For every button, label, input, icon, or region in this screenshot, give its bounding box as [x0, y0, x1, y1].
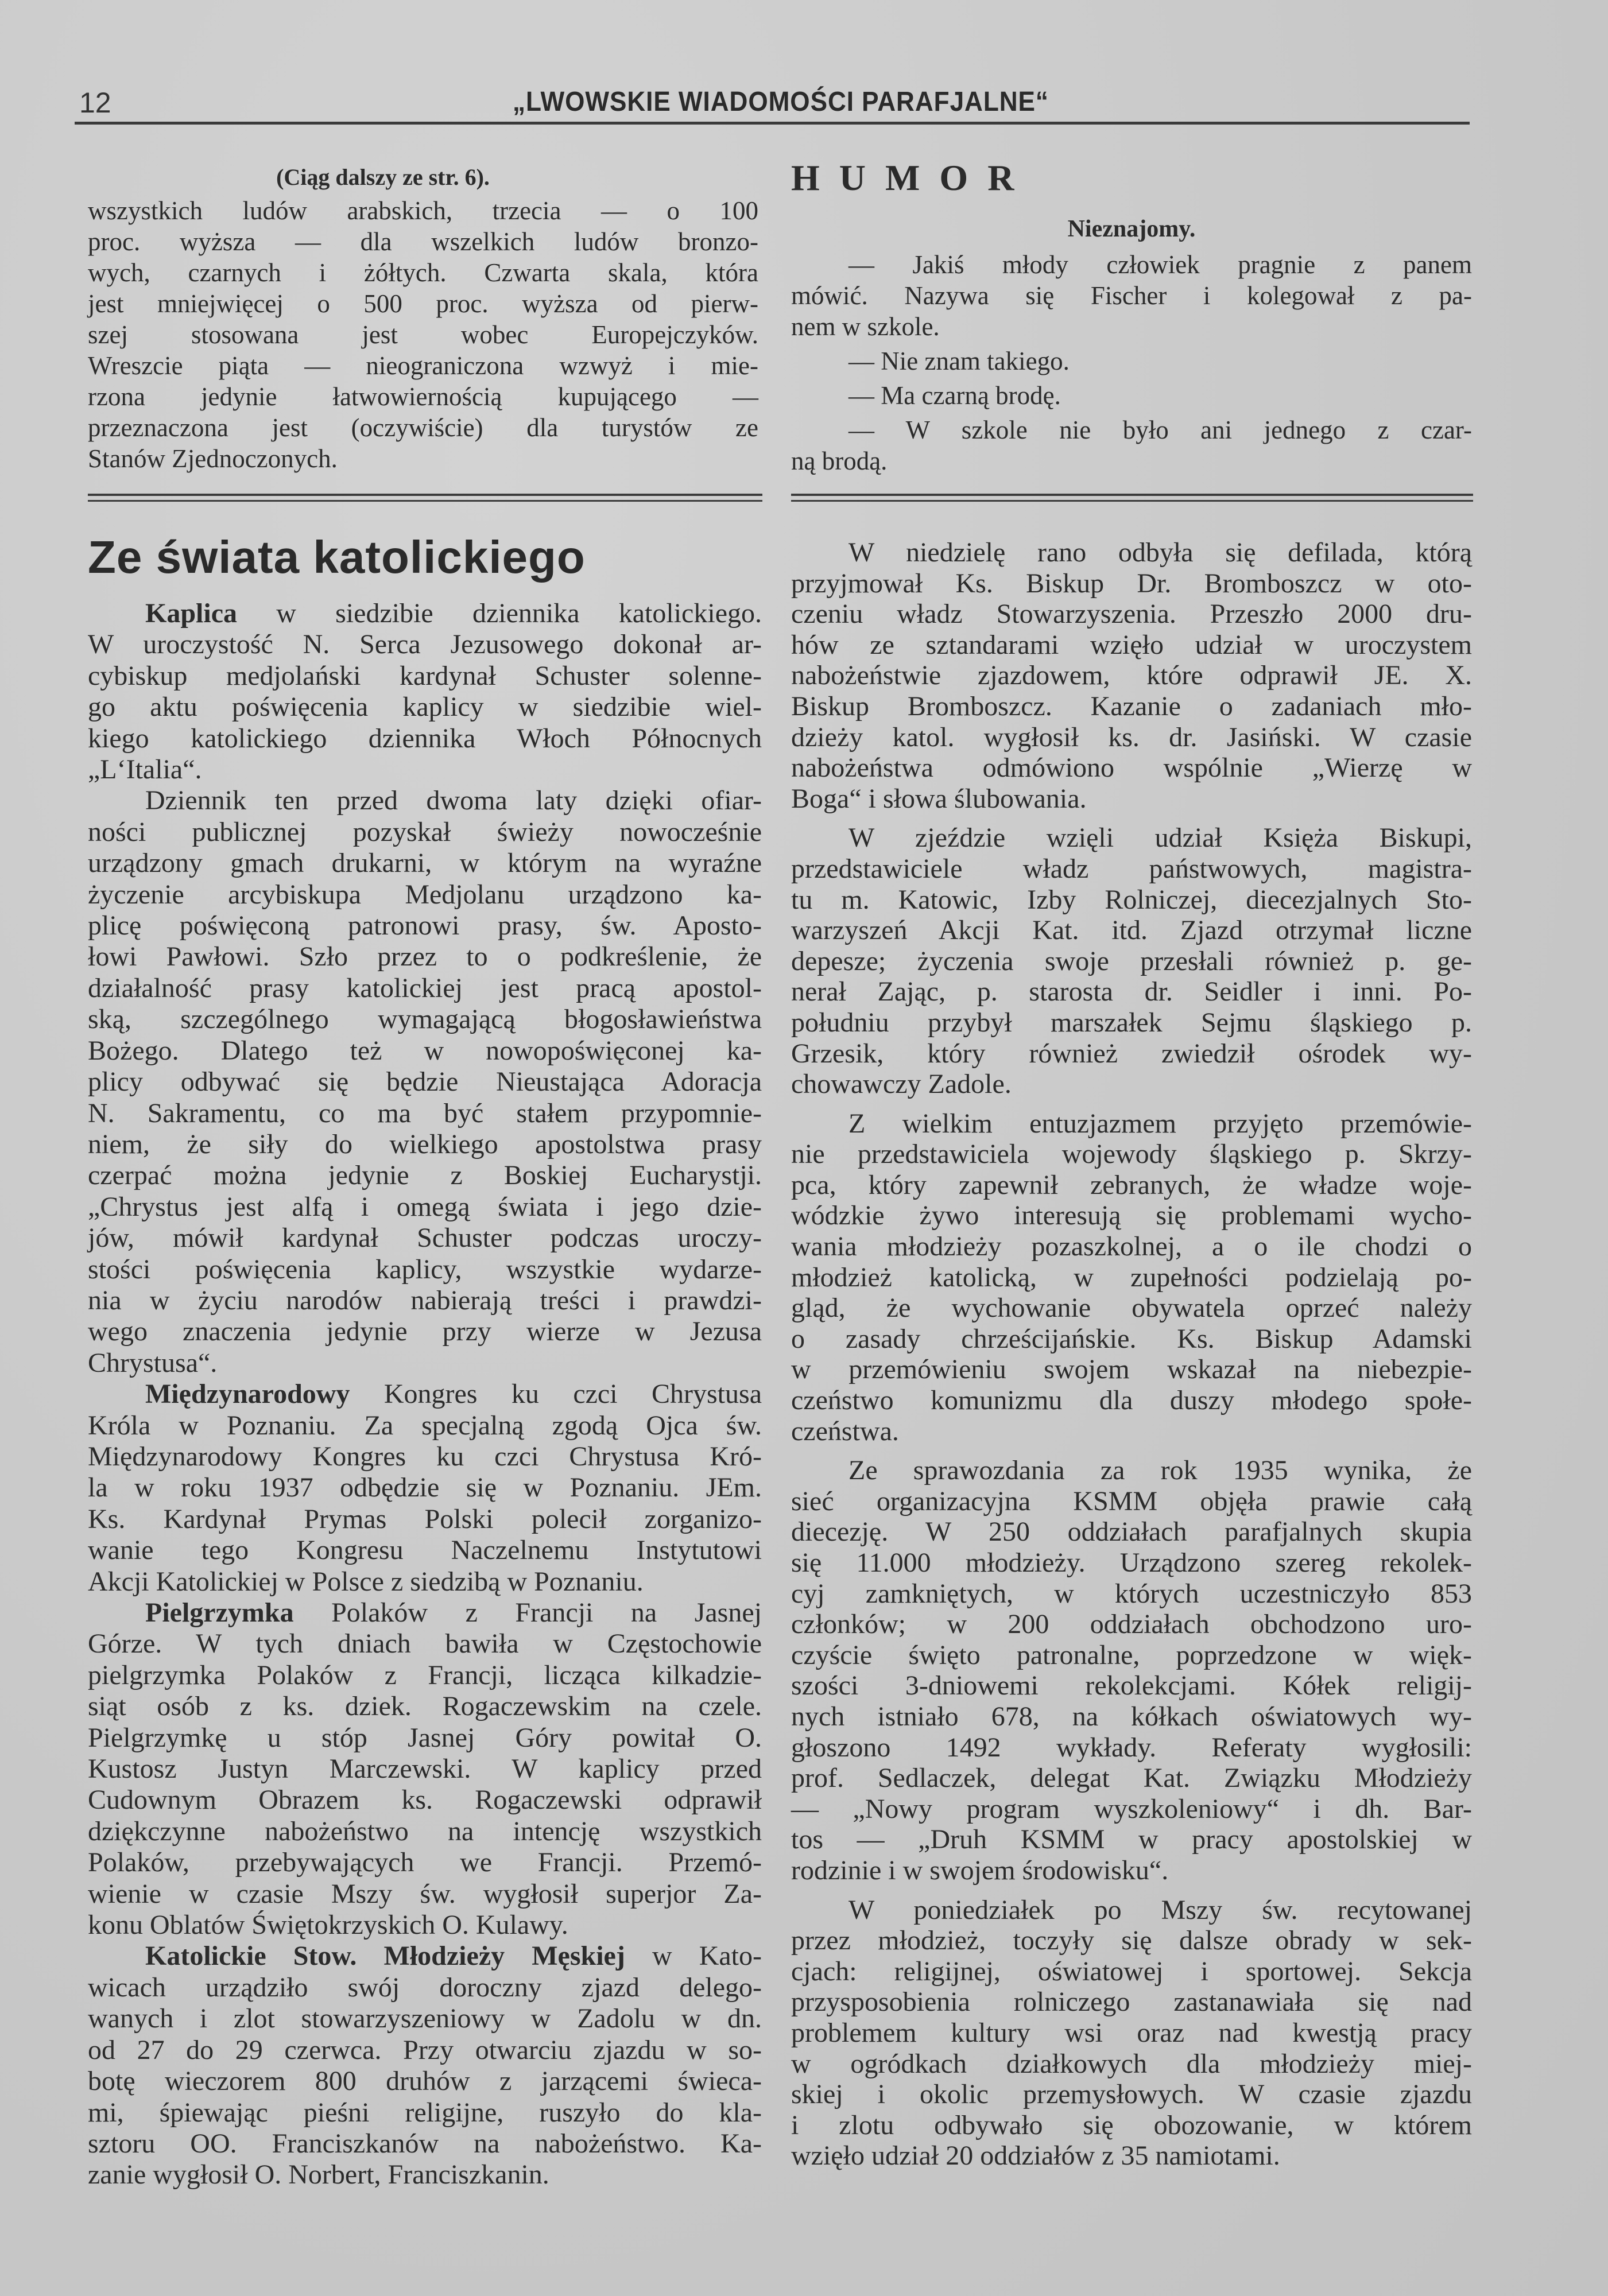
- text-line: [791, 1895, 1472, 1926]
- line-text: czeniu władz Stowarzyszenia. Przeszło 2000 dru-: [791, 599, 1472, 630]
- text-line: [88, 1691, 762, 1722]
- line-text: Międzynarodowy Kongres ku czci Chrystusa Kró-: [88, 1441, 762, 1472]
- line-text: pielgrzymka Polaków z Francji, licząca kilkadzie-: [88, 1659, 762, 1690]
- text-line: [88, 910, 762, 941]
- paragraph: [88, 1379, 762, 1597]
- text-line: [791, 1987, 1472, 2018]
- line-text: niem, że siły do wielkiego apostolstwa prasy: [88, 1128, 762, 1159]
- line-text: o zasady chrześcijańskie. Ks. Biskup Adamski: [791, 1323, 1472, 1354]
- text-line: [791, 445, 1472, 476]
- text-line: [88, 2003, 762, 2034]
- line-text: przeznaczona jest (oczywiście) dla turystów ze: [88, 413, 758, 442]
- text-line: [88, 1504, 762, 1535]
- text-line: [88, 1004, 762, 1035]
- line-text: problemem kultury wsi oraz nad kwestją pracy: [791, 2017, 1472, 2048]
- line-text: rzona jedynie łatwowiernością kupującego —: [88, 382, 758, 411]
- line-text: nem w szkole.: [791, 312, 940, 341]
- line-text: wszystkich ludów arabskich, trzecia — o 100: [88, 196, 758, 225]
- text-line: [791, 1007, 1472, 1038]
- line-text: nerał Zając, p. starosta dr. Seidler i inni. Po-: [791, 976, 1472, 1007]
- text-line: [88, 1316, 762, 1347]
- text-line: [791, 1640, 1472, 1671]
- line-text: depesze; życzenia swoje przesłali również p. ge-: [791, 945, 1472, 976]
- paragraph: [791, 380, 1472, 411]
- line-text: szej stosowana jest wobec Europejczyków.: [88, 320, 758, 349]
- line-text: sieć organizacyjna KSMM objęła prawie całą: [791, 1486, 1472, 1517]
- line-text: hów ze sztandarami wzięło udział w uroczystem: [791, 629, 1472, 660]
- line-text: w Kato-: [625, 1941, 762, 1972]
- text-line: [791, 1293, 1472, 1324]
- text-line: [791, 2110, 1472, 2141]
- paragraph: [88, 1941, 762, 2190]
- line-text: urządzony gmach drukarni, w którym na wyraźne: [88, 848, 762, 879]
- line-text: zanie wygłosił O. Norbert, Franciszkanin.: [88, 2159, 549, 2190]
- text-line: [88, 817, 762, 848]
- text-line: [791, 1200, 1472, 1231]
- line-text: diecezję. W 250 oddziałach parafjalnych skupia: [791, 1517, 1472, 1548]
- line-text: Dziennik ten przed dwoma laty dzięki ofiar-: [145, 785, 762, 816]
- text-line: [88, 1129, 762, 1160]
- line-text: ną brodą.: [791, 447, 888, 475]
- text-line: [791, 1794, 1472, 1825]
- line-text: przedstawiciele władz państwowych, magistra-: [791, 853, 1472, 884]
- line-text: mówić. Nazywa się Fischer i kolegował z pa-: [791, 281, 1472, 310]
- paragraph: [88, 195, 758, 474]
- paragraph-lead: Kaplica: [145, 598, 238, 629]
- text-line: [791, 1732, 1472, 1763]
- line-text: tu m. Katowic, Izby Rolniczej, diecezjalnych Sto-: [791, 884, 1472, 915]
- line-text: nie przedstawiciela wojewody śląskiego p. Skrzy-: [791, 1139, 1472, 1170]
- humor-body: [791, 249, 1472, 476]
- line-text: przysposobienia rolniczego zastanawiała się nad: [791, 1987, 1472, 2018]
- line-text: — Ma czarną brodę.: [848, 381, 1061, 410]
- text-line: [791, 2018, 1472, 2049]
- text-line: [791, 2049, 1472, 2080]
- text-line: [791, 753, 1472, 784]
- line-text: plicę poświęconą patronowi prasy, św. Aposto-: [88, 910, 762, 941]
- text-line: [88, 1472, 762, 1503]
- line-text: w ogródkach działkowych dla młodzieży miej-: [791, 2048, 1472, 2079]
- line-text: Grzesik, który również zwiedził ośrodek wy-: [791, 1038, 1472, 1069]
- text-line: [88, 1285, 762, 1316]
- text-line: [88, 1879, 762, 1910]
- text-line: [88, 1160, 762, 1191]
- text-line: [88, 1535, 762, 1566]
- line-text: kiego katolickiego dziennika Włoch Północnych: [88, 723, 762, 754]
- text-line: [88, 785, 762, 816]
- line-text: działalność prasy katolickiej jest pracą apostol-: [88, 972, 762, 1003]
- text-line: [88, 1972, 762, 2003]
- text-line: [791, 1038, 1472, 1069]
- text-line: [791, 346, 1472, 377]
- line-text: dzieży katol. wygłosił ks. dr. Jasiński. W czasie: [791, 722, 1472, 753]
- line-text: wanych i zlot stowarzyszeniowy w Zadolu w dn.: [88, 2003, 762, 2034]
- text-line: [88, 1098, 762, 1129]
- text-line: [791, 1139, 1472, 1170]
- text-line: [88, 973, 762, 1004]
- line-text: rodzinie i w swojem środowisku“.: [791, 1855, 1169, 1886]
- section-divider-right: [791, 494, 1473, 502]
- text-line: [791, 976, 1472, 1007]
- line-text: ności publicznej pozyskał świeży nowocześnie: [88, 816, 762, 847]
- text-line: [88, 1566, 762, 1597]
- text-line: [88, 1597, 762, 1628]
- right-column-articles: [791, 537, 1472, 2171]
- text-line: [791, 1385, 1472, 1416]
- text-line: [791, 630, 1472, 661]
- line-text: łowi Pawłowi. Szło przez to o podkreślenie, że: [88, 941, 762, 972]
- text-line: [791, 280, 1472, 311]
- line-text: Bożego. Dlatego też w nowopoświęconej ka-: [88, 1035, 762, 1066]
- line-text: N. Sakramentu, co ma być stałem przypomnie-: [88, 1097, 762, 1128]
- text-line: [791, 1486, 1472, 1517]
- line-text: gląd, że wychowanie obywatela oprzeć należy: [791, 1293, 1472, 1324]
- line-text: Stanów Zjednoczonych.: [88, 444, 338, 473]
- text-line: [88, 1223, 762, 1254]
- paragraph: [791, 249, 1472, 342]
- line-text: się 11.000 młodzieży. Urządzono szereg rekolek-: [791, 1548, 1472, 1578]
- text-line: [88, 1348, 762, 1379]
- text-line: [791, 1670, 1472, 1701]
- line-text: — Jakiś młody człowiek pragnie z panem: [848, 250, 1472, 279]
- line-text: Cudownym Obrazem ks. Rogaczewski odprawił: [88, 1785, 762, 1816]
- text-line: [88, 2097, 762, 2128]
- text-line: [88, 1816, 762, 1847]
- line-text: cyj zamkniętych, w których uczestniczyło 853: [791, 1578, 1472, 1609]
- line-text: Kustosz Justyn Marczewski. W kaplicy przed: [88, 1754, 762, 1785]
- line-text: warzyszeń Akcji Kat. itd. Zjazd otrzymał liczne: [791, 915, 1472, 946]
- line-text: „Chrystus jest alfą i omegą świata i jego dzie-: [88, 1191, 762, 1222]
- line-text: cybiskup medjolański kardynał Schuster solenne-: [88, 660, 762, 691]
- text-line: [88, 1410, 762, 1441]
- text-line: [791, 1455, 1472, 1486]
- paragraph: [791, 537, 1472, 814]
- line-text: Górze. W tych dniach bawiła w Częstochowie: [88, 1628, 762, 1659]
- text-line: [88, 1910, 762, 1941]
- text-line: [88, 629, 762, 660]
- paragraph: [791, 1455, 1472, 1886]
- text-line: [791, 1925, 1472, 1956]
- line-text: Biskup Bromboszcz. Kazanie o zadaniach mło-: [791, 691, 1472, 722]
- text-line: [791, 2079, 1472, 2110]
- line-text: sztoru OO. Franciszkanów na nabożeństwo. Ka-: [88, 2128, 762, 2159]
- text-line: [791, 1956, 1472, 1987]
- text-line: [791, 1231, 1472, 1262]
- line-text: cjach: religijnej, oświatowej i sportowej. Sekcja: [791, 1956, 1472, 1987]
- text-line: [88, 319, 758, 350]
- line-text: przez młodzież, toczyły się dalsze obrady w sek-: [791, 1925, 1472, 1956]
- line-text: Kongres ku czci Chrystusa: [350, 1379, 762, 1410]
- paragraph: [88, 785, 762, 1379]
- line-text: jów, mówił kardynał Schuster podczas uroczy-: [88, 1223, 762, 1254]
- text-line: [88, 1066, 762, 1097]
- line-text: proc. wyższa — dla wszelkich ludów bronzo-: [88, 227, 758, 256]
- section-heading: Ze świata katolickiego: [88, 532, 586, 583]
- paragraph-lead: Pielgrzymka: [145, 1597, 294, 1628]
- line-text: W niedzielę rano odbyła się defilada, którą: [848, 537, 1472, 568]
- line-text: Polaków, przebywających we Francji. Przemó-: [88, 1847, 762, 1878]
- text-line: [88, 288, 758, 319]
- line-text: jest mniejwięcej o 500 proc. wyższa od pierw-: [88, 289, 758, 318]
- line-text: mi, śpiewając pieśni religijne, ruszyło do kla-: [88, 2097, 762, 2128]
- text-line: [791, 2140, 1472, 2171]
- line-text: skiej i okolic przemysłowych. W czasie zjazdu: [791, 2079, 1472, 2110]
- text-line: [791, 823, 1472, 854]
- text-line: [88, 226, 758, 257]
- line-text: członków; w 200 oddziałach obchodzono uro-: [791, 1609, 1472, 1640]
- line-text: — W szkole nie było ani jednego z czar-: [848, 416, 1472, 444]
- text-line: [88, 1035, 762, 1066]
- humor-column: [791, 155, 1472, 480]
- text-line: [88, 195, 758, 226]
- text-line: [791, 249, 1472, 280]
- paragraph: [791, 823, 1472, 1099]
- line-text: przyjmował Ks. Biskup Dr. Bromboszcz w oto-: [791, 568, 1472, 599]
- text-line: [88, 1628, 762, 1659]
- line-text: prof. Sedlaczek, delegat Kat. Związku Młodzieży: [791, 1763, 1472, 1794]
- line-text: Chrystusa“.: [88, 1347, 218, 1378]
- line-text: wzięło udział 20 oddziałów z 35 namiotami.: [791, 2140, 1280, 2171]
- text-line: [791, 915, 1472, 946]
- text-line: [88, 1192, 762, 1223]
- line-text: Króla w Poznaniu. Za specjalną zgodą Ojca św.: [88, 1410, 762, 1441]
- line-text: Z wielkim entuzjazmem przyjęto przemówie-: [848, 1108, 1472, 1139]
- line-text: plicy odbywać się będzie Nieustająca Adoracja: [88, 1066, 762, 1097]
- text-line: [88, 723, 762, 754]
- text-line: [88, 692, 762, 723]
- line-text: Wreszcie piąta — nieograniczona wzwyż i mie-: [88, 351, 758, 380]
- line-text: ską, szczególnego wymagającą błogosławieństwa: [88, 1004, 762, 1035]
- line-text: wania młodzieży pozaszkolnej, a o ile chodzi o: [791, 1231, 1472, 1262]
- text-line: [791, 599, 1472, 630]
- line-text: wódzkie żywo interesują się problemami wycho-: [791, 1200, 1472, 1231]
- line-text: wienie w czasie Mszy św. wygłosił superjor Za-: [88, 1878, 762, 1909]
- text-line: [791, 1824, 1472, 1855]
- line-text: wanie tego Kongresu Naczelnemu Instytutowi: [88, 1535, 762, 1566]
- line-text: Pielgrzymkę u stóp Jasnej Góry powitał O.: [88, 1722, 762, 1753]
- text-line: [791, 1701, 1472, 1732]
- text-line: [791, 1416, 1472, 1447]
- line-text: czyście święto patronalne, poprzedzone w więk-: [791, 1639, 1472, 1670]
- text-line: [88, 2159, 762, 2190]
- line-text: nabożeństwa odmówiono wspólnie „Wierzę w: [791, 753, 1472, 784]
- page-number: 12: [79, 87, 111, 119]
- line-text: młodzież katolicką, w zupełności podzielają po-: [791, 1262, 1472, 1293]
- continuation-note: (Ciąg dalszy ze str. 6).: [276, 164, 490, 190]
- text-line: [791, 1108, 1472, 1139]
- line-text: szości 3-dniowemi rekolekcjami. Kółek religij-: [791, 1670, 1472, 1701]
- paragraph: [791, 1895, 1472, 2171]
- text-line: [88, 1254, 762, 1285]
- text-line: [88, 1379, 762, 1410]
- text-line: [791, 854, 1472, 885]
- text-line: [88, 848, 762, 879]
- text-line: [791, 1262, 1472, 1293]
- text-line: [791, 1855, 1472, 1886]
- paragraph: [791, 414, 1472, 476]
- text-line: [88, 2035, 762, 2066]
- line-text: botę wieczorem 800 druhów z jarzącemi świeca-: [88, 2066, 762, 2097]
- line-text: głoszono 1492 wykłady. Referaty wygłosili:: [791, 1732, 1472, 1763]
- text-line: [791, 722, 1472, 753]
- text-line: [88, 2066, 762, 2097]
- text-line: [88, 257, 758, 288]
- text-line: [791, 1069, 1472, 1100]
- text-line: [791, 1170, 1472, 1201]
- line-text: Ks. Kardynał Prymas Polski polecił zorganizo-: [88, 1503, 762, 1534]
- text-line: [88, 1723, 762, 1754]
- text-line: [791, 1763, 1472, 1794]
- text-line: [88, 754, 762, 785]
- humor-title: HUMOR: [791, 157, 1034, 198]
- line-text: W uroczystość N. Serca Jezusowego dokonał ar-: [88, 629, 762, 660]
- line-text: wych, czarnych i żółtych. Czwarta skala, która: [88, 258, 758, 287]
- line-text: w przemówieniu swojem wskazał na niebezpie-: [791, 1354, 1472, 1385]
- line-text: nych istniało 678, na kółkach oświatowych wy-: [791, 1701, 1472, 1732]
- left-column-articles: [88, 598, 762, 2191]
- text-line: [791, 568, 1472, 599]
- text-line: [791, 946, 1472, 977]
- text-line: [791, 1578, 1472, 1609]
- text-line: [88, 1785, 762, 1816]
- text-line: [88, 412, 758, 443]
- line-text: konu Oblatów Świętokrzyskich O. Kulawy.: [88, 1910, 568, 1941]
- text-line: [791, 1354, 1472, 1385]
- line-text: czeństwa.: [791, 1415, 899, 1446]
- text-line: [791, 1324, 1472, 1355]
- line-text: stości poświęcenia kaplicy, wszystkie wydarze-: [88, 1254, 762, 1285]
- text-line: [791, 1517, 1472, 1548]
- text-line: [88, 661, 762, 692]
- line-text: chowawczy Zadole.: [791, 1069, 1012, 1100]
- line-text: czerpać można jedynie z Boskiej Eucharystji.: [88, 1160, 762, 1191]
- paragraph-lead: Katolickie Stow. Młodzieży Męskiej: [145, 1941, 625, 1972]
- line-text: dziękczynne nabożeństwo na intencję wszystkich: [88, 1816, 762, 1847]
- text-line: [88, 941, 762, 972]
- text-line: [88, 1941, 762, 1972]
- text-line: [88, 1754, 762, 1785]
- line-text: W poniedziałek po Mszy św. recytowanej: [848, 1894, 1472, 1925]
- line-text: życzenie arcybiskupa Medjolanu urządzono ka-: [88, 879, 762, 910]
- text-line: [88, 350, 758, 381]
- line-text: południu przybył marszałek Sejmu śląskiego p.: [791, 1007, 1472, 1038]
- line-text: wicach urządziło swój doroczny zjazd delego-: [88, 1972, 762, 2003]
- text-line: [791, 885, 1472, 916]
- line-text: czeństwo komunizmu dla duszy młodego społe-: [791, 1385, 1472, 1416]
- text-line: [88, 1660, 762, 1691]
- line-text: „L‘Italia“.: [88, 754, 202, 785]
- text-line: [88, 381, 758, 412]
- text-line: [791, 537, 1472, 568]
- line-text: — „Nowy program wyszkoleniowy“ i dh. Bar-: [791, 1793, 1472, 1824]
- line-text: Polaków z Francji na Jasnej: [293, 1597, 762, 1628]
- header-divider: [75, 122, 1470, 125]
- paragraph: [791, 346, 1472, 377]
- text-line: [88, 1847, 762, 1878]
- line-text: w siedzibie dziennika katolickiego.: [237, 598, 762, 629]
- line-text: W zjeździe wzięli udział Księża Biskupi,: [848, 823, 1472, 854]
- text-line: [791, 784, 1472, 815]
- paragraph: [88, 598, 762, 785]
- paragraph-lead: Międzynarodowy: [145, 1379, 350, 1410]
- continued-article-body: [88, 195, 758, 474]
- publication-title: „LWOWSKIE WIADOMOŚCI PARAFJALNE“: [513, 87, 1049, 117]
- text-line: [88, 1441, 762, 1472]
- continued-article: [88, 162, 758, 474]
- line-text: Ze sprawozdania za rok 1935 wynika, że: [848, 1455, 1472, 1486]
- humor-subtitle: Nieznajomy.: [1067, 216, 1196, 242]
- text-line: [88, 598, 762, 629]
- paragraph: [791, 1108, 1472, 1447]
- text-line: [88, 2128, 762, 2159]
- line-text: Akcji Katolickiej w Polsce z siedzibą w Poznaniu.: [88, 1566, 644, 1597]
- line-text: nabożeństwie zjazdowem, które odprawił JE. X.: [791, 660, 1472, 691]
- line-text: go aktu poświęcenia kaplicy w siedzibie wiel-: [88, 692, 762, 723]
- text-line: [791, 414, 1472, 445]
- text-line: [791, 311, 1472, 342]
- text-line: [791, 660, 1472, 691]
- section-divider-left: [88, 494, 762, 502]
- paragraph: [88, 1597, 762, 1941]
- line-text: Boga“ i słowa ślubowania.: [791, 783, 1087, 814]
- line-text: i zlotu odbywało się obozowanie, w którem: [791, 2109, 1472, 2140]
- line-text: od 27 do 29 czerwca. Przy otwarciu zjazdu w so-: [88, 2034, 762, 2065]
- line-text: — Nie znam takiego.: [848, 347, 1070, 375]
- text-line: [791, 691, 1472, 722]
- text-line: [791, 380, 1472, 411]
- line-text: nia w życiu narodów nabierają treści i prawdzi-: [88, 1285, 762, 1316]
- text-line: [88, 879, 762, 910]
- line-text: tos — „Druh KSMM w pracy apostolskiej w: [791, 1824, 1472, 1855]
- text-line: [791, 1548, 1472, 1578]
- line-text: la w roku 1937 odbędzie się w Poznaniu. JEm.: [88, 1472, 762, 1503]
- line-text: pca, który zapewnił zebranych, że władze woje-: [791, 1169, 1472, 1200]
- line-text: siąt osób z ks. dziek. Rogaczewskim na czele.: [88, 1691, 762, 1722]
- text-line: [791, 1609, 1472, 1640]
- line-text: wego znaczenia jedynie przy wierze w Jezusa: [88, 1316, 762, 1347]
- text-line: [88, 443, 758, 474]
